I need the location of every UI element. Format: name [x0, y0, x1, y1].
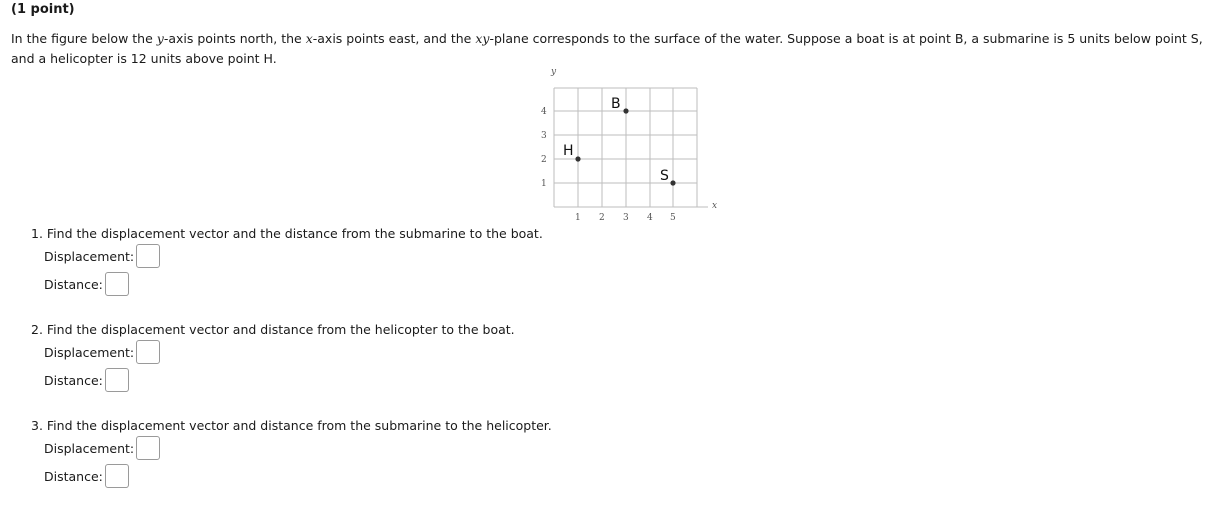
question-2-distance-label: Distance:	[44, 372, 103, 388]
point-s-label: S	[660, 168, 669, 184]
question-1-displacement-label: Displacement:	[44, 248, 135, 264]
question-2-displacement-input[interactable]	[136, 340, 160, 364]
question-3-text: 3. Find the displacement vector and distance from the submarine to the helicopter.	[31, 418, 552, 433]
question-1-text: 1. Find the displacement vector and the distance from the submarine to the boat.	[31, 226, 543, 241]
question-2-displacement-row	[44, 340, 160, 364]
x-tick-3: 3	[623, 213, 629, 223]
x-tick-labels	[575, 213, 676, 223]
x-variable: x	[305, 31, 313, 46]
x-tick-5: 5	[670, 213, 676, 223]
y-axis-label: y	[551, 67, 557, 77]
x-axis-label: x	[712, 201, 718, 211]
point-s-marker	[670, 180, 675, 185]
coordinate-figure	[530, 60, 730, 230]
y-tick-labels	[541, 107, 547, 189]
y-tick-3: 3	[541, 131, 547, 141]
xy-variable: xy	[475, 31, 490, 46]
point-h-label: H	[563, 143, 574, 159]
intro-text-4: -plane corresponds to the surface of the water. Suppose a boat is at point B, a submarine is 5 units below point S, and a helicopter is 12 units above point H.	[11, 31, 1203, 66]
question-1-distance-row	[44, 272, 129, 296]
question-3-displacement-row	[44, 436, 160, 460]
question-3-distance-label: Distance:	[44, 468, 103, 484]
question-2-text: 2. Find the displacement vector and distance from the helicopter to the boat.	[31, 322, 515, 337]
y-tick-4: 4	[541, 107, 547, 117]
point-h-marker	[575, 156, 580, 161]
question-1-displacement-input[interactable]	[136, 244, 160, 268]
point-b-marker	[623, 108, 628, 113]
question-3-distance-input[interactable]	[105, 464, 129, 488]
points-label: (1 point)	[11, 2, 75, 17]
x-tick-2: 2	[599, 213, 605, 223]
x-tick-1: 1	[575, 213, 581, 223]
x-tick-4: 4	[647, 213, 653, 223]
question-2-distance-row	[44, 368, 129, 392]
y-tick-1: 1	[541, 179, 547, 189]
point-b-label: B	[611, 96, 621, 112]
question-3-displacement-input[interactable]	[136, 436, 160, 460]
y-variable: y	[156, 31, 164, 46]
question-2-distance-input[interactable]	[105, 368, 129, 392]
question-1-distance-label: Distance:	[44, 276, 103, 292]
question-1-displacement-row	[44, 244, 160, 268]
intro-text-1: In the figure below the	[11, 31, 157, 46]
y-tick-2: 2	[541, 155, 547, 165]
grid	[554, 88, 708, 207]
question-2-displacement-label: Displacement:	[44, 344, 135, 360]
question-1-distance-input[interactable]	[105, 272, 129, 296]
intro-text-3: -axis points east, and the	[312, 31, 476, 46]
question-3-distance-row	[44, 464, 129, 488]
question-3-displacement-label: Displacement:	[44, 440, 135, 456]
intro-text-2: -axis points north, the	[163, 31, 306, 46]
